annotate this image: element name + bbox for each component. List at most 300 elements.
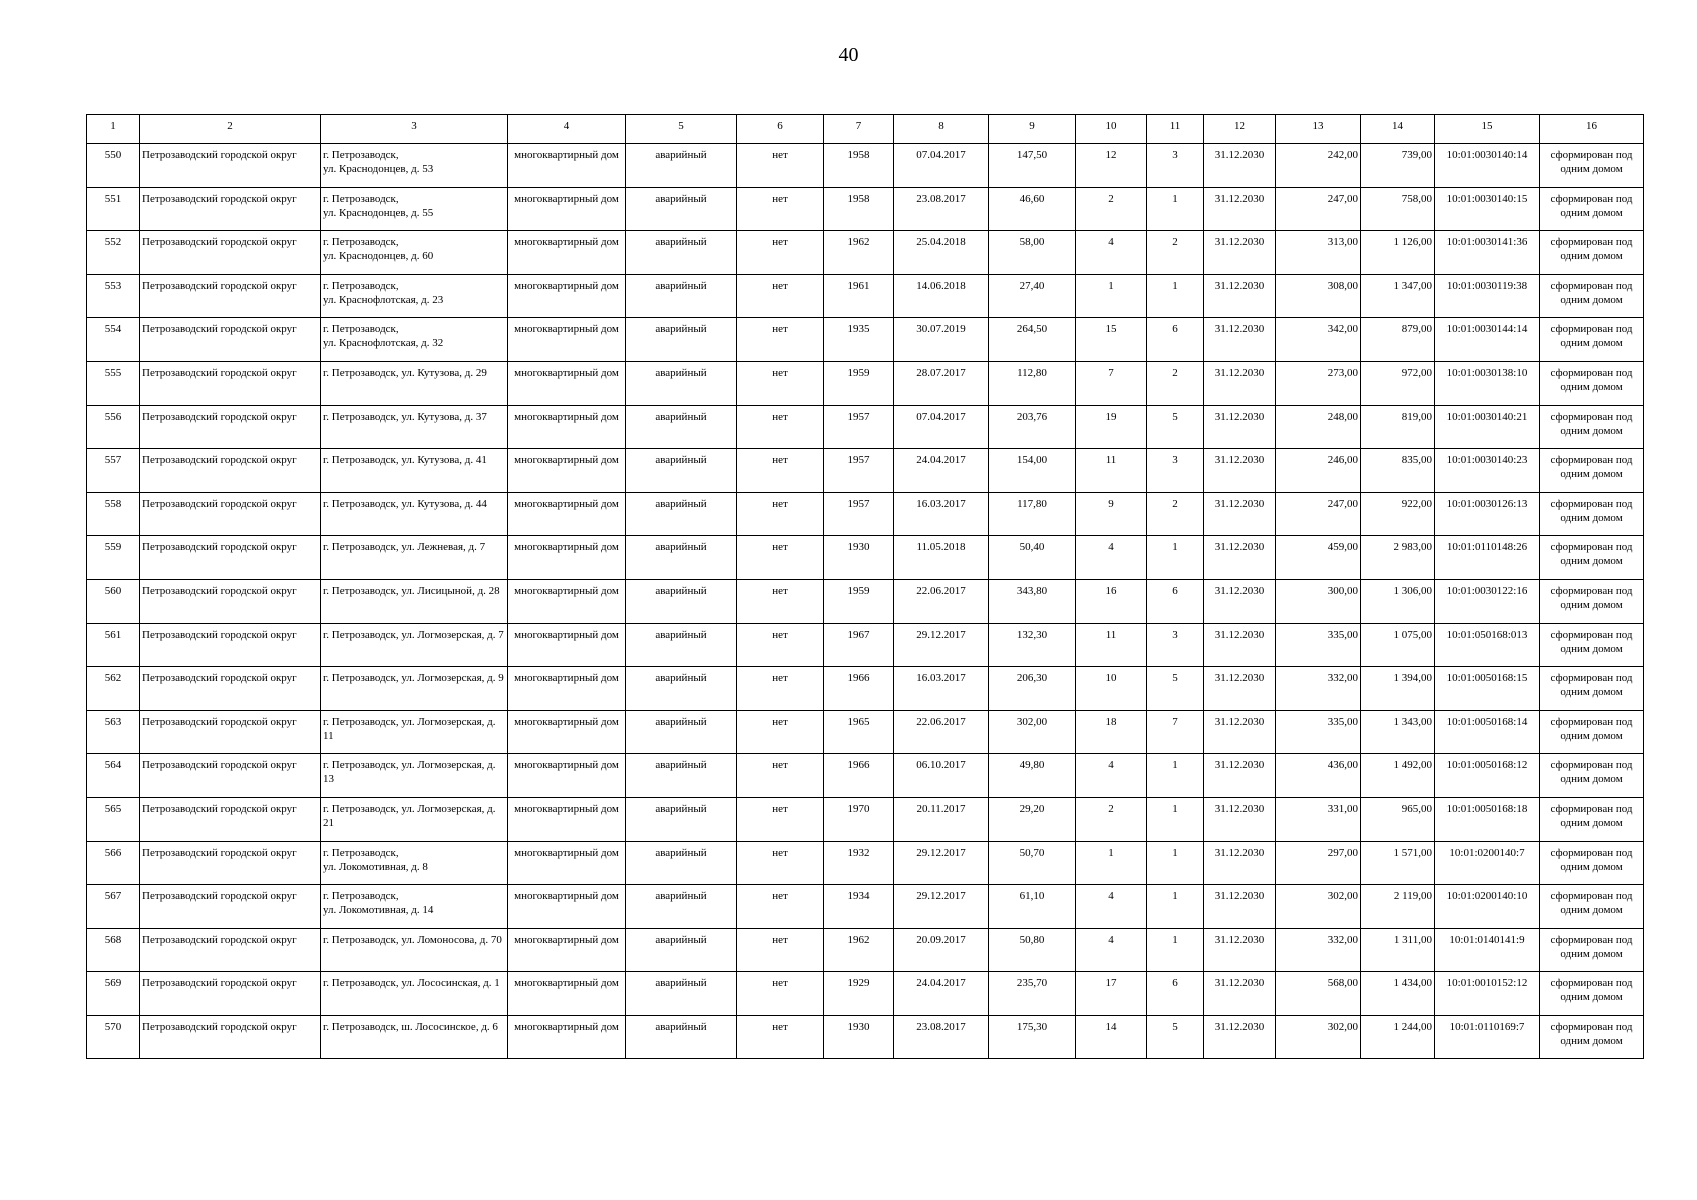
year-built-cell: 1959 (824, 361, 894, 405)
cadastral-number-cell: 10:01:0110148:26 (1435, 536, 1540, 580)
table-row (87, 274, 1644, 318)
table-row (87, 1015, 1644, 1059)
status-cell: сформирован под одним домом (1540, 1015, 1644, 1059)
value-cell-13: 459,00 (1276, 536, 1361, 580)
deadline-date-cell: 31.12.2030 (1204, 361, 1276, 405)
year-built-cell: 1957 (824, 405, 894, 449)
table-row (87, 972, 1644, 1016)
condition-cell: аварийный (626, 667, 737, 711)
cell-10: 9 (1076, 492, 1147, 536)
municipality-cell: Петрозаводский городской округ (140, 797, 321, 841)
area-cell: 203,76 (989, 405, 1076, 449)
cell-11: 3 (1147, 449, 1204, 493)
year-built-cell: 1930 (824, 1015, 894, 1059)
year-built-cell: 1965 (824, 710, 894, 754)
cell-6: нет (737, 536, 824, 580)
year-built-cell: 1962 (824, 231, 894, 275)
municipality-cell: Петрозаводский городской округ (140, 972, 321, 1016)
address-cell: г. Петрозаводск, ул. Кутузова, д. 29 (321, 361, 508, 405)
table-row (87, 841, 1644, 885)
condition-cell: аварийный (626, 797, 737, 841)
date-cell: 25.04.2018 (894, 231, 989, 275)
cell-10: 16 (1076, 579, 1147, 623)
status-cell: сформирован под одним домом (1540, 144, 1644, 188)
condition-cell: аварийный (626, 405, 737, 449)
area-cell: 343,80 (989, 579, 1076, 623)
year-built-cell: 1957 (824, 449, 894, 493)
cell-10: 11 (1076, 449, 1147, 493)
deadline-date-cell: 31.12.2030 (1204, 318, 1276, 362)
building-type-cell: многоквартирный дом (508, 187, 626, 231)
status-cell: сформирован под одним домом (1540, 405, 1644, 449)
building-type-cell: многоквартирный дом (508, 318, 626, 362)
status-cell: сформирован под одним домом (1540, 754, 1644, 798)
year-built-cell: 1958 (824, 187, 894, 231)
column-header: 14 (1361, 115, 1435, 144)
cell-11: 3 (1147, 623, 1204, 667)
area-cell: 117,80 (989, 492, 1076, 536)
building-type-cell: многоквартирный дом (508, 274, 626, 318)
cell-6: нет (737, 492, 824, 536)
table-row (87, 667, 1644, 711)
column-header: 13 (1276, 115, 1361, 144)
cell-11: 3 (1147, 144, 1204, 188)
row-number-cell: 563 (87, 710, 140, 754)
column-header: 4 (508, 115, 626, 144)
date-cell: 30.07.2019 (894, 318, 989, 362)
cell-10: 4 (1076, 754, 1147, 798)
municipality-cell: Петрозаводский городской округ (140, 449, 321, 493)
date-cell: 20.11.2017 (894, 797, 989, 841)
row-number-cell: 569 (87, 972, 140, 1016)
row-number-cell: 564 (87, 754, 140, 798)
condition-cell: аварийный (626, 841, 737, 885)
area-cell: 112,80 (989, 361, 1076, 405)
address-cell: г. Петрозаводск, ул. Локомотивная, д. 14 (321, 885, 508, 929)
cell-6: нет (737, 754, 824, 798)
date-cell: 29.12.2017 (894, 885, 989, 929)
municipality-cell: Петрозаводский городской округ (140, 274, 321, 318)
area-cell: 58,00 (989, 231, 1076, 275)
cell-10: 14 (1076, 1015, 1147, 1059)
building-type-cell: многоквартирный дом (508, 361, 626, 405)
column-header: 11 (1147, 115, 1204, 144)
municipality-cell: Петрозаводский городской округ (140, 231, 321, 275)
cell-6: нет (737, 274, 824, 318)
address-cell: г. Петрозаводск, ул. Лисицыной, д. 28 (321, 579, 508, 623)
year-built-cell: 1932 (824, 841, 894, 885)
cell-10: 18 (1076, 710, 1147, 754)
condition-cell: аварийный (626, 361, 737, 405)
status-cell: сформирован под одним домом (1540, 667, 1644, 711)
building-type-cell: многоквартирный дом (508, 144, 626, 188)
cadastral-number-cell: 10:01:0030140:23 (1435, 449, 1540, 493)
value-cell-13: 335,00 (1276, 710, 1361, 754)
date-cell: 29.12.2017 (894, 841, 989, 885)
cell-10: 15 (1076, 318, 1147, 362)
deadline-date-cell: 31.12.2030 (1204, 187, 1276, 231)
cell-6: нет (737, 710, 824, 754)
municipality-cell: Петрозаводский городской округ (140, 492, 321, 536)
address-cell: г. Петрозаводск, ул. Логмозерская, д. 7 (321, 623, 508, 667)
deadline-date-cell: 31.12.2030 (1204, 928, 1276, 972)
address-cell: г. Петрозаводск, ул. Логмозерская, д. 9 (321, 667, 508, 711)
status-cell: сформирован под одним домом (1540, 187, 1644, 231)
table-row (87, 536, 1644, 580)
cell-10: 19 (1076, 405, 1147, 449)
cadastral-number-cell: 10:01:0200140:7 (1435, 841, 1540, 885)
deadline-date-cell: 31.12.2030 (1204, 579, 1276, 623)
table-row (87, 623, 1644, 667)
value-cell-13: 302,00 (1276, 1015, 1361, 1059)
cell-11: 2 (1147, 492, 1204, 536)
building-type-cell: многоквартирный дом (508, 492, 626, 536)
row-number-cell: 550 (87, 144, 140, 188)
value-cell-13: 248,00 (1276, 405, 1361, 449)
cell-6: нет (737, 928, 824, 972)
table-row (87, 797, 1644, 841)
housing-registry-table (86, 114, 1644, 1059)
table-row (87, 579, 1644, 623)
cell-6: нет (737, 885, 824, 929)
deadline-date-cell: 31.12.2030 (1204, 1015, 1276, 1059)
cadastral-number-cell: 10:01:0030126:13 (1435, 492, 1540, 536)
cadastral-number-cell: 10:01:050168:013 (1435, 623, 1540, 667)
area-cell: 49,80 (989, 754, 1076, 798)
cadastral-number-cell: 10:01:0050168:15 (1435, 667, 1540, 711)
condition-cell: аварийный (626, 928, 737, 972)
deadline-date-cell: 31.12.2030 (1204, 492, 1276, 536)
row-number-cell: 567 (87, 885, 140, 929)
date-cell: 07.04.2017 (894, 405, 989, 449)
value-cell-13: 335,00 (1276, 623, 1361, 667)
address-cell: г. Петрозаводск, ул. Краснодонцев, д. 60 (321, 231, 508, 275)
deadline-date-cell: 31.12.2030 (1204, 623, 1276, 667)
value-cell-14: 1 394,00 (1361, 667, 1435, 711)
date-cell: 16.03.2017 (894, 667, 989, 711)
table-row (87, 710, 1644, 754)
status-cell: сформирован под одним домом (1540, 492, 1644, 536)
cadastral-number-cell: 10:01:0030144:14 (1435, 318, 1540, 362)
address-cell: г. Петрозаводск, ул. Краснофлотская, д. 32 (321, 318, 508, 362)
cell-10: 4 (1076, 536, 1147, 580)
column-header: 2 (140, 115, 321, 144)
year-built-cell: 1962 (824, 928, 894, 972)
condition-cell: аварийный (626, 623, 737, 667)
address-cell: г. Петрозаводск, ул. Ломоносова, д. 70 (321, 928, 508, 972)
deadline-date-cell: 31.12.2030 (1204, 274, 1276, 318)
cell-6: нет (737, 667, 824, 711)
cell-6: нет (737, 318, 824, 362)
municipality-cell: Петрозаводский городской округ (140, 405, 321, 449)
municipality-cell: Петрозаводский городской округ (140, 361, 321, 405)
cell-6: нет (737, 231, 824, 275)
status-cell: сформирован под одним домом (1540, 928, 1644, 972)
value-cell-13: 247,00 (1276, 187, 1361, 231)
row-number-cell: 559 (87, 536, 140, 580)
municipality-cell: Петрозаводский городской округ (140, 885, 321, 929)
address-cell: г. Петрозаводск, ул. Краснодонцев, д. 55 (321, 187, 508, 231)
cadastral-number-cell: 10:01:0050168:14 (1435, 710, 1540, 754)
row-number-cell: 566 (87, 841, 140, 885)
value-cell-14: 879,00 (1361, 318, 1435, 362)
row-number-cell: 553 (87, 274, 140, 318)
row-number-cell: 558 (87, 492, 140, 536)
cell-11: 6 (1147, 318, 1204, 362)
cell-11: 1 (1147, 885, 1204, 929)
cadastral-number-cell: 10:01:0030140:21 (1435, 405, 1540, 449)
municipality-cell: Петрозаводский городской округ (140, 623, 321, 667)
area-cell: 50,80 (989, 928, 1076, 972)
condition-cell: аварийный (626, 972, 737, 1016)
status-cell: сформирован под одним домом (1540, 797, 1644, 841)
deadline-date-cell: 31.12.2030 (1204, 710, 1276, 754)
year-built-cell: 1934 (824, 885, 894, 929)
year-built-cell: 1961 (824, 274, 894, 318)
condition-cell: аварийный (626, 1015, 737, 1059)
area-cell: 264,50 (989, 318, 1076, 362)
value-cell-14: 1 126,00 (1361, 231, 1435, 275)
status-cell: сформирован под одним домом (1540, 231, 1644, 275)
value-cell-13: 436,00 (1276, 754, 1361, 798)
value-cell-14: 2 983,00 (1361, 536, 1435, 580)
cell-10: 17 (1076, 972, 1147, 1016)
date-cell: 22.06.2017 (894, 710, 989, 754)
value-cell-14: 1 492,00 (1361, 754, 1435, 798)
cell-6: нет (737, 187, 824, 231)
value-cell-14: 972,00 (1361, 361, 1435, 405)
table-body (87, 144, 1644, 1059)
status-cell: сформирован под одним домом (1540, 885, 1644, 929)
building-type-cell: многоквартирный дом (508, 667, 626, 711)
column-header: 16 (1540, 115, 1644, 144)
deadline-date-cell: 31.12.2030 (1204, 231, 1276, 275)
deadline-date-cell: 31.12.2030 (1204, 144, 1276, 188)
cell-11: 5 (1147, 1015, 1204, 1059)
building-type-cell: многоквартирный дом (508, 623, 626, 667)
deadline-date-cell: 31.12.2030 (1204, 536, 1276, 580)
date-cell: 24.04.2017 (894, 972, 989, 1016)
deadline-date-cell: 31.12.2030 (1204, 885, 1276, 929)
date-cell: 29.12.2017 (894, 623, 989, 667)
status-cell: сформирован под одним домом (1540, 536, 1644, 580)
municipality-cell: Петрозаводский городской округ (140, 144, 321, 188)
cell-6: нет (737, 144, 824, 188)
value-cell-14: 1 311,00 (1361, 928, 1435, 972)
status-cell: сформирован под одним домом (1540, 972, 1644, 1016)
area-cell: 29,20 (989, 797, 1076, 841)
cadastral-number-cell: 10:01:0110169:7 (1435, 1015, 1540, 1059)
address-cell: г. Петрозаводск, ул. Логмозерская, д. 13 (321, 754, 508, 798)
cadastral-number-cell: 10:01:0050168:12 (1435, 754, 1540, 798)
table-row (87, 754, 1644, 798)
cell-10: 10 (1076, 667, 1147, 711)
cell-10: 2 (1076, 187, 1147, 231)
area-cell: 154,00 (989, 449, 1076, 493)
area-cell: 50,70 (989, 841, 1076, 885)
year-built-cell: 1967 (824, 623, 894, 667)
status-cell: сформирован под одним домом (1540, 841, 1644, 885)
table-row (87, 231, 1644, 275)
deadline-date-cell: 31.12.2030 (1204, 841, 1276, 885)
address-cell: г. Петрозаводск, ул. Логмозерская, д. 11 (321, 710, 508, 754)
value-cell-14: 758,00 (1361, 187, 1435, 231)
value-cell-13: 242,00 (1276, 144, 1361, 188)
building-type-cell: многоквартирный дом (508, 405, 626, 449)
value-cell-13: 302,00 (1276, 885, 1361, 929)
cell-11: 1 (1147, 754, 1204, 798)
column-header: 3 (321, 115, 508, 144)
status-cell: сформирован под одним домом (1540, 274, 1644, 318)
cell-10: 1 (1076, 841, 1147, 885)
column-header: 5 (626, 115, 737, 144)
cell-11: 1 (1147, 536, 1204, 580)
date-cell: 07.04.2017 (894, 144, 989, 188)
condition-cell: аварийный (626, 885, 737, 929)
cell-10: 11 (1076, 623, 1147, 667)
date-cell: 23.08.2017 (894, 187, 989, 231)
year-built-cell: 1935 (824, 318, 894, 362)
year-built-cell: 1966 (824, 754, 894, 798)
row-number-cell: 556 (87, 405, 140, 449)
status-cell: сформирован под одним домом (1540, 361, 1644, 405)
building-type-cell: многоквартирный дом (508, 710, 626, 754)
cell-11: 6 (1147, 972, 1204, 1016)
cell-6: нет (737, 1015, 824, 1059)
table-row (87, 361, 1644, 405)
address-cell: г. Петрозаводск, ул. Локомотивная, д. 8 (321, 841, 508, 885)
cell-6: нет (737, 972, 824, 1016)
cell-6: нет (737, 579, 824, 623)
municipality-cell: Петрозаводский городской округ (140, 710, 321, 754)
year-built-cell: 1958 (824, 144, 894, 188)
row-number-cell: 570 (87, 1015, 140, 1059)
row-number-cell: 555 (87, 361, 140, 405)
area-cell: 50,40 (989, 536, 1076, 580)
row-number-cell: 554 (87, 318, 140, 362)
value-cell-13: 568,00 (1276, 972, 1361, 1016)
value-cell-13: 331,00 (1276, 797, 1361, 841)
cell-6: нет (737, 361, 824, 405)
condition-cell: аварийный (626, 231, 737, 275)
area-cell: 147,50 (989, 144, 1076, 188)
table-row (87, 187, 1644, 231)
building-type-cell: многоквартирный дом (508, 797, 626, 841)
value-cell-13: 332,00 (1276, 928, 1361, 972)
cell-11: 2 (1147, 231, 1204, 275)
municipality-cell: Петрозаводский городской округ (140, 536, 321, 580)
row-number-cell: 561 (87, 623, 140, 667)
deadline-date-cell: 31.12.2030 (1204, 754, 1276, 798)
cell-11: 1 (1147, 274, 1204, 318)
row-number-cell: 565 (87, 797, 140, 841)
table-row (87, 144, 1644, 188)
building-type-cell: многоквартирный дом (508, 972, 626, 1016)
municipality-cell: Петрозаводский городской округ (140, 1015, 321, 1059)
cadastral-number-cell: 10:01:0030119:38 (1435, 274, 1540, 318)
date-cell: 22.06.2017 (894, 579, 989, 623)
cell-10: 4 (1076, 885, 1147, 929)
year-built-cell: 1959 (824, 579, 894, 623)
value-cell-14: 819,00 (1361, 405, 1435, 449)
cell-6: нет (737, 797, 824, 841)
value-cell-14: 1 434,00 (1361, 972, 1435, 1016)
column-header: 12 (1204, 115, 1276, 144)
building-type-cell: многоквартирный дом (508, 841, 626, 885)
column-header: 7 (824, 115, 894, 144)
table-row (87, 318, 1644, 362)
column-header: 15 (1435, 115, 1540, 144)
value-cell-14: 1 306,00 (1361, 579, 1435, 623)
year-built-cell: 1930 (824, 536, 894, 580)
value-cell-13: 246,00 (1276, 449, 1361, 493)
cadastral-number-cell: 10:01:0140141:9 (1435, 928, 1540, 972)
value-cell-13: 273,00 (1276, 361, 1361, 405)
date-cell: 20.09.2017 (894, 928, 989, 972)
row-number-cell: 551 (87, 187, 140, 231)
value-cell-14: 1 347,00 (1361, 274, 1435, 318)
building-type-cell: многоквартирный дом (508, 579, 626, 623)
condition-cell: аварийный (626, 710, 737, 754)
address-cell: г. Петрозаводск, ул. Кутузова, д. 44 (321, 492, 508, 536)
condition-cell: аварийный (626, 754, 737, 798)
address-cell: г. Петрозаводск, ул. Логмозерская, д. 21 (321, 797, 508, 841)
building-type-cell: многоквартирный дом (508, 1015, 626, 1059)
value-cell-13: 247,00 (1276, 492, 1361, 536)
value-cell-14: 1 244,00 (1361, 1015, 1435, 1059)
cell-10: 4 (1076, 928, 1147, 972)
cell-11: 1 (1147, 187, 1204, 231)
cadastral-number-cell: 10:01:0050168:18 (1435, 797, 1540, 841)
condition-cell: аварийный (626, 579, 737, 623)
date-cell: 16.03.2017 (894, 492, 989, 536)
year-built-cell: 1966 (824, 667, 894, 711)
address-cell: г. Петрозаводск, ул. Кутузова, д. 41 (321, 449, 508, 493)
value-cell-14: 1 343,00 (1361, 710, 1435, 754)
page-number: 40 (838, 44, 859, 66)
address-cell: г. Петрозаводск, ул. Краснофлотская, д. 23 (321, 274, 508, 318)
status-cell: сформирован под одним домом (1540, 579, 1644, 623)
cadastral-number-cell: 10:01:0030140:14 (1435, 144, 1540, 188)
table-row (87, 492, 1644, 536)
area-cell: 61,10 (989, 885, 1076, 929)
cell-10: 7 (1076, 361, 1147, 405)
cell-11: 5 (1147, 405, 1204, 449)
row-number-cell: 568 (87, 928, 140, 972)
date-cell: 11.05.2018 (894, 536, 989, 580)
value-cell-14: 1 075,00 (1361, 623, 1435, 667)
date-cell: 23.08.2017 (894, 1015, 989, 1059)
cell-6: нет (737, 449, 824, 493)
cell-10: 4 (1076, 231, 1147, 275)
table-row (87, 449, 1644, 493)
area-cell: 206,30 (989, 667, 1076, 711)
value-cell-13: 300,00 (1276, 579, 1361, 623)
deadline-date-cell: 31.12.2030 (1204, 972, 1276, 1016)
cell-11: 7 (1147, 710, 1204, 754)
condition-cell: аварийный (626, 144, 737, 188)
cell-11: 1 (1147, 841, 1204, 885)
building-type-cell: многоквартирный дом (508, 231, 626, 275)
deadline-date-cell: 31.12.2030 (1204, 797, 1276, 841)
value-cell-14: 965,00 (1361, 797, 1435, 841)
year-built-cell: 1929 (824, 972, 894, 1016)
value-cell-14: 739,00 (1361, 144, 1435, 188)
date-cell: 28.07.2017 (894, 361, 989, 405)
row-number-cell: 552 (87, 231, 140, 275)
building-type-cell: многоквартирный дом (508, 928, 626, 972)
value-cell-13: 313,00 (1276, 231, 1361, 275)
